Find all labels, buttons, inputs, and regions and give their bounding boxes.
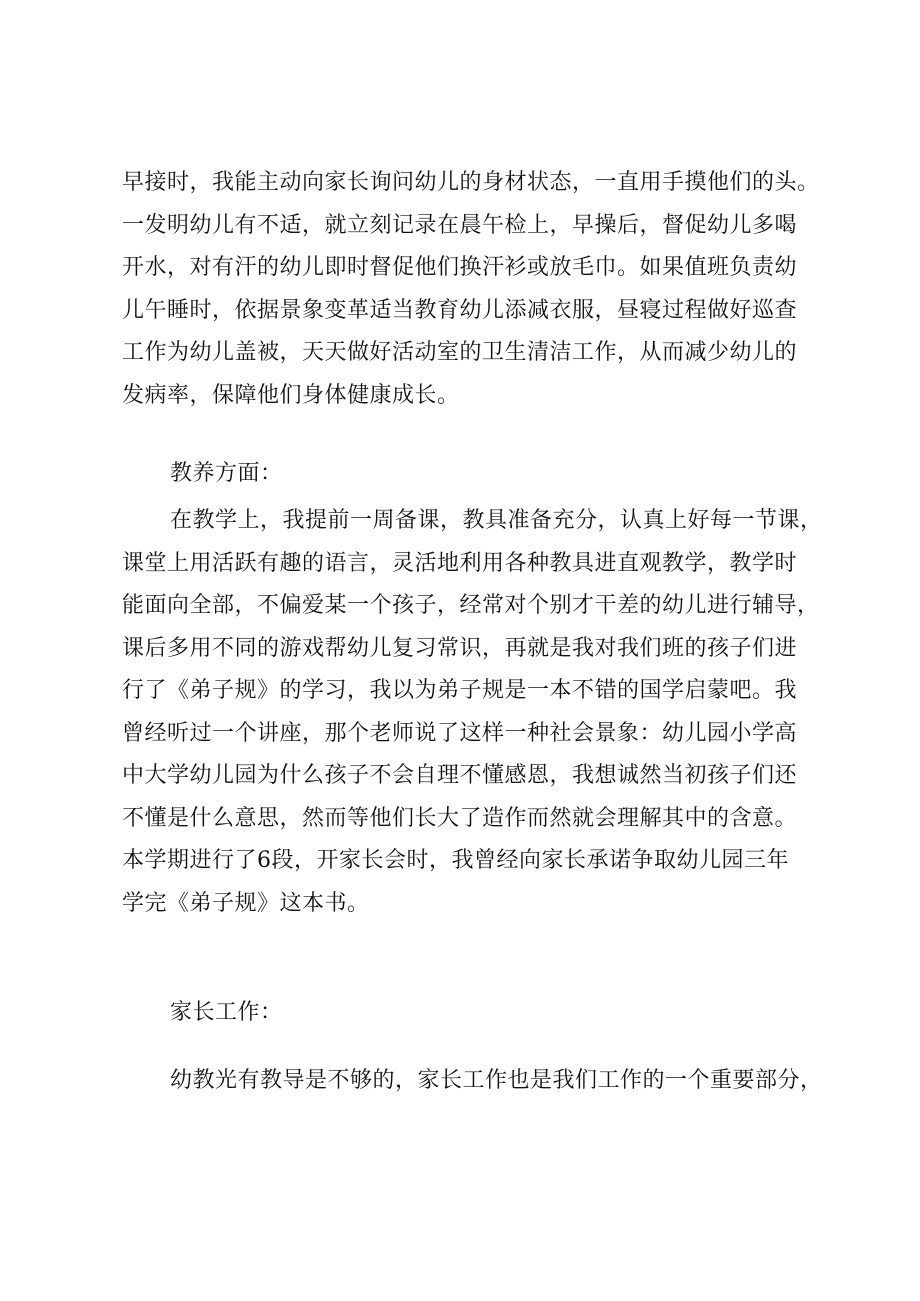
text-line: 能面向全部，不偏爱某一个孩子，经常对个别才干差的幼儿进行辅导， [122, 593, 820, 618]
text-line: 一发明幼儿有不适，就立刻记录在晨午检上，早操后，督促幼儿多喝 [122, 212, 798, 238]
text-line: 工作为幼儿盖被，天天做好活动室的卫生清洁工作，从而减少幼儿的 [122, 340, 798, 365]
heading-teaching [122, 453, 822, 496]
text-line: 学完《弟子规》这本书。 [122, 890, 370, 916]
section-heading: 教养方面： [170, 461, 283, 486]
paragraph-health-care [122, 162, 822, 417]
text-line: 行了《弟子规》的学习，我以为弟子规是一本不错的国学启蒙吧。我 [122, 678, 798, 703]
text-line: 不懂是什么意思，然而等他们长大了造作而然就会理解其中的含意。 [122, 805, 798, 831]
text-line: 幼教光有教导是不够的，家长工作也是我们工作的一个重要部分， [170, 1068, 823, 1093]
text-line: 发病率，保障他们身体健康成长。 [122, 382, 460, 408]
heading-parents [122, 992, 822, 1035]
text-line: 儿午睡时，依据景象变革适当教育幼儿添减衣服，昼寝过程做好巡查 [122, 297, 798, 323]
text-line: 曾经听过一个讲座，那个老师说了这样一种社会景象：幼儿园小学高 [122, 720, 798, 746]
text-line: 本学期进行了6段，开家长会时，我曾经向家长承诺争取幼儿园三年 [122, 848, 789, 873]
text-line: 课后多用不同的游戏帮幼儿复习常识，再就是我对我们班的孩子们进 [122, 635, 798, 661]
text-line: 早接时，我能主动向家长询问幼儿的身材状态，一直用手摸他们的头。 [122, 170, 820, 195]
text-line: 中大学幼儿园为什么孩子不会自理不懂感恩，我想诚然当初孩子们还 [122, 763, 798, 788]
text-line: 课堂上用活跃有趣的语言，灵活地利用各种教具进直观教学，教学时 [122, 550, 798, 576]
section-heading: 家长工作： [170, 1000, 283, 1025]
paragraph-parents [122, 1060, 822, 1103]
paragraph-teaching [122, 500, 822, 925]
text-line: 在教学上，我提前一周备课，教具准备充分，认真上好每一节课， [170, 508, 823, 533]
text-line: 开水，对有汗的幼儿即时督促他们换汗衫或放毛巾。如果值班负责幼 [122, 255, 798, 280]
